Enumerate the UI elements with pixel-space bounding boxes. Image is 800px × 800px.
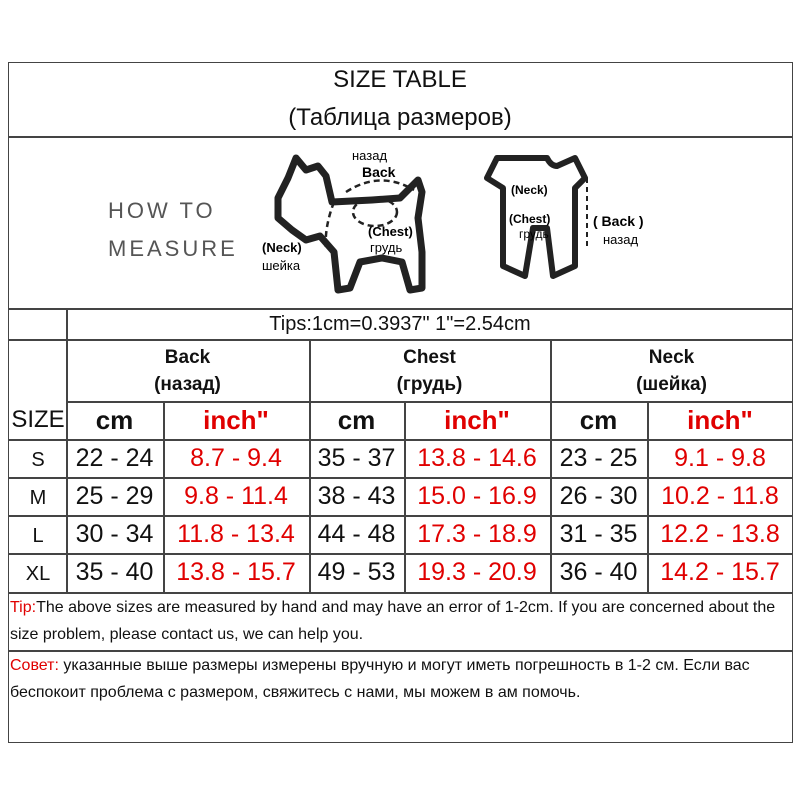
measure-label: MEASURE bbox=[108, 236, 238, 261]
neck-inch-cell: 9.1 - 9.8 bbox=[674, 444, 766, 472]
chest-cm-cell: 49 - 53 bbox=[317, 558, 396, 586]
tip-russian-label: Совет: bbox=[10, 657, 59, 674]
tip-russian-text: указанные выше размеры измерены вручную и могут иметь погрешность в 1-2 см. Если вас беспокоит проблема с размером, свяжитесь с нами, мы можем в ам помочь. bbox=[10, 657, 750, 701]
shirt-measure-illustration bbox=[475, 148, 675, 298]
how-to-label: HOW TO bbox=[108, 198, 216, 223]
size-cell: M bbox=[29, 487, 47, 509]
chest-cm-cell: 38 - 43 bbox=[317, 482, 396, 510]
neck-inch-cell: 10.2 - 11.8 bbox=[661, 482, 779, 510]
header-back-ru: (назад) bbox=[154, 374, 221, 395]
header-neck-ru: (шейка) bbox=[636, 374, 707, 395]
size-cell: XL bbox=[25, 563, 51, 585]
dog-neck: (Neck) bbox=[262, 240, 302, 255]
size-header: SIZE bbox=[11, 406, 65, 433]
neck-cm-header: cm bbox=[579, 405, 618, 435]
back-cm-cell: 25 - 29 bbox=[75, 482, 154, 510]
page-subtitle: (Таблица размеров) bbox=[288, 104, 512, 131]
neck-inch-cell: 12.2 - 13.8 bbox=[660, 520, 780, 548]
neck-inch-cell: 14.2 - 15.7 bbox=[660, 558, 780, 586]
back-inch-cell: 8.7 - 9.4 bbox=[190, 444, 282, 472]
chest-inch-cell: 17.3 - 18.9 bbox=[417, 520, 537, 548]
divider bbox=[66, 401, 793, 403]
size-cell: L bbox=[32, 525, 44, 547]
shirt-back: ( Back ) bbox=[593, 213, 644, 229]
back-cm-cell: 30 - 34 bbox=[75, 520, 154, 548]
shirt-chest-ru: грудь bbox=[519, 227, 549, 241]
chest-cm-header: cm bbox=[337, 405, 376, 435]
tip-english-text: The above sizes are measured by hand and may have an error of 1-2cm. If you are concerned about the size problem, please contact us, we can help you. bbox=[10, 599, 776, 643]
back-cm-cell: 35 - 40 bbox=[75, 558, 154, 586]
divider bbox=[8, 439, 793, 441]
neck-cm-cell: 36 - 40 bbox=[559, 558, 638, 586]
divider bbox=[8, 477, 793, 479]
back-inch-cell: 13.8 - 15.7 bbox=[176, 558, 296, 586]
chest-inch-header: inch" bbox=[444, 405, 510, 435]
header-back bbox=[66, 344, 309, 398]
tip-russian bbox=[10, 652, 790, 706]
back-inch-cell: 9.8 - 11.4 bbox=[184, 482, 288, 510]
back-cm-cell: 22 - 24 bbox=[75, 444, 154, 472]
divider bbox=[8, 339, 793, 341]
neck-inch-header: inch" bbox=[687, 405, 753, 435]
header-neck-en: Neck bbox=[648, 347, 695, 368]
dog-measure-illustration bbox=[250, 140, 450, 305]
page-title: SIZE TABLE bbox=[333, 66, 467, 93]
neck-cm-cell: 26 - 30 bbox=[559, 482, 638, 510]
dog-chest: (Chest) bbox=[368, 224, 413, 239]
dog-back: Back bbox=[362, 164, 396, 180]
size-cell: S bbox=[31, 449, 45, 471]
header-chest bbox=[309, 344, 550, 398]
tip-english-label: Tip: bbox=[10, 599, 37, 616]
neck-cm-cell: 23 - 25 bbox=[559, 444, 638, 472]
shirt-back-ru: назад bbox=[603, 232, 639, 247]
dog-neck-ru: шейка bbox=[262, 258, 301, 273]
header-neck bbox=[550, 344, 793, 398]
divider bbox=[8, 553, 793, 555]
divider bbox=[8, 136, 793, 138]
header-chest-ru: (грудь) bbox=[396, 374, 463, 395]
chest-inch-cell: 19.3 - 20.9 bbox=[417, 558, 537, 586]
chest-cm-cell: 44 - 48 bbox=[317, 520, 396, 548]
chest-inch-cell: 13.8 - 14.6 bbox=[417, 444, 537, 472]
shirt-chest: (Chest) bbox=[509, 212, 551, 226]
dog-chest-ru: грудь bbox=[370, 240, 403, 255]
shirt-neck: (Neck) bbox=[511, 183, 548, 197]
header-back-en: Back bbox=[164, 347, 211, 368]
back-inch-cell: 11.8 - 13.4 bbox=[177, 520, 295, 548]
neck-cm-cell: 31 - 35 bbox=[559, 520, 638, 548]
header-chest-en: Chest bbox=[403, 347, 456, 368]
conversion-tip: Tips:1cm=0.3937" 1"=2.54cm bbox=[269, 313, 531, 335]
dog-back-ru: назад bbox=[352, 148, 388, 163]
back-inch-header: inch" bbox=[203, 405, 269, 435]
divider bbox=[8, 515, 793, 517]
tip-english bbox=[10, 594, 790, 648]
chest-cm-cell: 35 - 37 bbox=[317, 444, 396, 472]
back-cm-header: cm bbox=[95, 405, 134, 435]
divider bbox=[8, 308, 793, 310]
chest-inch-cell: 15.0 - 16.9 bbox=[417, 482, 537, 510]
